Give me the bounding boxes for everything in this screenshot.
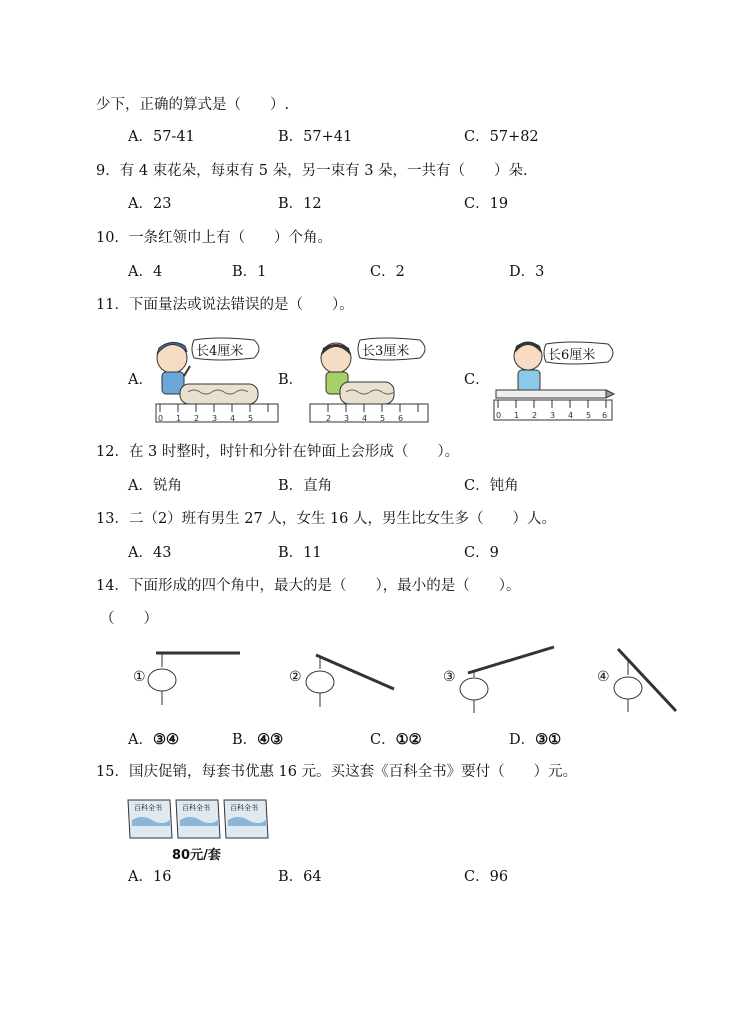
q11-bubble-b: [354, 336, 434, 366]
q13-option-c[interactable]: C．9: [464, 545, 499, 561]
q14-option-a-value: ③④: [152, 731, 179, 748]
q14-figure-label-3: ③: [443, 669, 456, 685]
q14-option-c-letter: C．: [370, 732, 396, 748]
q12-option-c[interactable]: C．钝角: [464, 478, 519, 494]
q13-option-b[interactable]: B．11: [278, 545, 322, 561]
q12-stem: 12．在 3 时整时，时针和分针在钟面上会形成（ ）。: [96, 444, 460, 460]
q9-option-a[interactable]: A．23: [128, 196, 172, 212]
q14-option-c-value: ①②: [395, 731, 422, 748]
q14-option-c[interactable]: [370, 731, 422, 749]
q14-option-d[interactable]: [509, 731, 561, 749]
q15-book-title-3: 百科全书: [230, 804, 258, 812]
q15-stem: 15．国庆促销，每套书优惠 16 元。买这套《百科全书》要付（ ）元。: [96, 764, 578, 780]
q9-option-c[interactable]: C．19: [464, 196, 509, 212]
q14-stem-blank: （ ）: [100, 611, 158, 627]
q10-stem: 10．一条红领巾上有（ ）个角。: [96, 230, 332, 246]
q11-bubble-c-text: 长6厘米: [548, 348, 596, 363]
q13-option-a[interactable]: A．43: [128, 545, 172, 561]
svg-text:5: 5: [248, 414, 254, 423]
svg-text:5: 5: [586, 411, 592, 420]
q14-option-b-letter: B．: [232, 732, 258, 748]
q9-stem: 9．有 4 束花朵，每束有 5 朵，另一束有 3 朵，一共有（ ）朵.: [96, 163, 528, 179]
svg-text:1: 1: [176, 414, 182, 423]
q14-stem: 14．下面形成的四个角中，最大的是（ ），最小的是（ ）。: [96, 578, 521, 594]
q8-option-c[interactable]: C．57+82: [464, 129, 539, 145]
svg-text:0: 0: [158, 414, 164, 423]
q14-option-d-letter: D．: [509, 732, 536, 748]
q14-option-b-value: ④③: [257, 731, 284, 748]
q10-option-d[interactable]: D．3: [509, 264, 545, 280]
q11-stem: 11．下面量法或说法错误的是（ ）。: [96, 297, 354, 313]
q12-option-b[interactable]: B．直角: [278, 478, 333, 494]
svg-text:6: 6: [602, 411, 608, 420]
q10-option-b[interactable]: B．1: [232, 264, 267, 280]
q15-book-title-1: 百科全书: [134, 804, 162, 812]
svg-text:4: 4: [362, 414, 368, 423]
q9-option-b[interactable]: B．12: [278, 196, 322, 212]
q10-option-c[interactable]: C．2: [370, 264, 405, 280]
svg-text:0: 0: [496, 411, 502, 420]
q11-option-b[interactable]: B．: [278, 372, 304, 388]
svg-text:2: 2: [194, 414, 200, 423]
q15-book-title-2: 百科全书: [182, 804, 210, 812]
svg-text:4: 4: [568, 411, 574, 420]
q13-stem: 13．二（2）班有男生 27 人，女生 16 人，男生比女生多（ ）人。: [96, 511, 557, 527]
q14-option-a-letter: A．: [128, 732, 153, 748]
q15-option-b[interactable]: B．64: [278, 869, 322, 885]
q11-option-c[interactable]: C．: [464, 372, 490, 388]
q15-option-a[interactable]: A．16: [128, 869, 172, 885]
q14-option-b[interactable]: [232, 731, 283, 749]
svg-text:5: 5: [380, 414, 386, 423]
q8-stem: 少下，正确的算式是（ ）.: [96, 97, 290, 113]
svg-text:4: 4: [230, 414, 236, 423]
q14-option-a[interactable]: [128, 731, 179, 749]
q14-figure-label-2: ②: [289, 669, 302, 685]
q15-price-label: 80元/套: [172, 848, 221, 863]
svg-text:1: 1: [514, 411, 520, 420]
svg-text:2: 2: [532, 411, 538, 420]
q10-option-a[interactable]: A．4: [128, 264, 163, 280]
q11-bubble-b-text: 长3厘米: [362, 344, 410, 359]
q12-option-a[interactable]: A．锐角: [128, 478, 182, 494]
q8-option-a[interactable]: A．57-41: [128, 129, 195, 145]
q11-option-a[interactable]: A．: [128, 372, 153, 388]
svg-text:3: 3: [344, 414, 350, 423]
svg-text:2: 2: [326, 414, 332, 423]
q8-option-b[interactable]: B．57+41: [278, 129, 353, 145]
q14-figure-label-4: ④: [597, 669, 610, 685]
q14-option-d-value: ③①: [535, 731, 562, 748]
svg-text:6: 6: [398, 414, 404, 423]
svg-text:3: 3: [212, 414, 218, 423]
q15-option-c[interactable]: C．96: [464, 869, 509, 885]
q11-bubble-a: [188, 336, 268, 366]
q11-bubble-a-text: 长4厘米: [196, 344, 244, 359]
svg-text:3: 3: [550, 411, 556, 420]
q11-bubble-c: [540, 340, 622, 370]
q14-figure-label-1: ①: [133, 669, 146, 685]
